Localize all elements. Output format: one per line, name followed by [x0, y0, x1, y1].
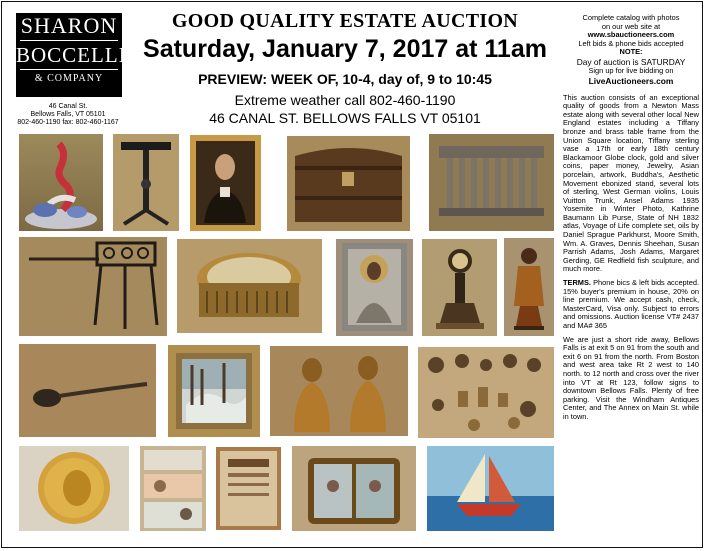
winter-painting-photo: [168, 345, 260, 437]
sterling-spoon-photo: [19, 344, 156, 437]
portrait-image: [190, 135, 261, 231]
trunk-photo: [287, 136, 410, 231]
portrait-painting-photo: [190, 135, 261, 231]
note-line-1: Day of auction is SATURDAY: [576, 56, 686, 67]
weather-phone: Extreme weather call 802-460-1190: [234, 92, 456, 108]
candle-mold-photo: [429, 134, 554, 231]
winter-painting-image: [168, 345, 260, 437]
logo-line-1: SHARON: [20, 13, 118, 38]
terms-label: TERMS.: [563, 278, 591, 288]
address-line-2: Bellows Falls, VT 05101: [30, 111, 106, 118]
note-label: NOTE:: [619, 47, 643, 57]
address-line-1: 46 Canal St.: [48, 103, 88, 110]
bids-note: Left bids & phone bids accepted: [578, 38, 684, 48]
catalog-line-2: on our web site at: [601, 21, 661, 31]
sailboat-image: [427, 446, 554, 531]
trunk-image: [287, 136, 410, 231]
stand-image: [113, 134, 179, 231]
spoon-image: [19, 344, 156, 437]
note-line-2: Sign up for live bidding on: [588, 65, 674, 75]
logo-divider: [20, 40, 118, 41]
paper-money-image: [140, 446, 206, 531]
gold-coin-photo: [19, 446, 129, 531]
terms-text: Phone bics & left bids accepted. 15% buyer's premium in house, 20% on line premium. We accept cash, check, MasterCard, Visa only. Subject to errors and omissions. Auction license VT# 2437 and MA# 365: [563, 278, 699, 330]
terms-paragraph: [563, 279, 699, 331]
auction-title: GOOD QUALITY ESTATE AUCTION: [171, 10, 519, 32]
logo-line-2: BOCCELLI: [16, 43, 127, 67]
address-line-3: 802-460-1190 fax: 802-460-1167: [17, 119, 119, 126]
aesthetic-stand-photo: [113, 134, 179, 231]
live-site-link[interactable]: LiveAuctioneers.com: [588, 75, 674, 86]
iron-trivet-photo: [19, 237, 167, 336]
auction-description: This auction consists of an exceptional quality of goods from a Newton Mass estate along with several other local New England estates including a Tiffany bronze and brass table frame from the Union Square location, Tiffany sterling vase a 17th or early 18th century Blackamoor Globe clock, gold and silver coins, paper money, Jewelry, Asian porcelain, artwork, Buddha's, Aesthetic Movement ebonized stand, several lots of sterling, West German violins, Louis Vuitton Trunk, Ansel Adams 1935 Yosemite in Winter Photo, Kathrine Baumann Lib Purse, State of NH 1832 atlas, Voyage of Life complete set, oils by Daniel Sprague Parkhurst, Moore Smith, Wm. A. Graves, Dennis Sheehan, Susan Parrish Adams, Josh Adams, Margaret Gerding, GE Redfield fish sculpture, and much more.: [563, 92, 699, 274]
jewelry-image: [418, 347, 554, 438]
globe-clock-image: [422, 239, 497, 336]
icon-image: [336, 239, 413, 336]
atlas-image: [216, 447, 281, 530]
atlas-book-photo: [216, 447, 281, 530]
preview-times: PREVIEW: WEEK OF, 10-4, day of, 9 to 10:45: [198, 71, 492, 87]
info-column: [563, 14, 699, 427]
globe-clock-photo: [422, 239, 497, 336]
tiffany-frame-image: [177, 239, 322, 333]
icon-painting-photo: [336, 239, 413, 336]
coral-sculpture-photo: [19, 134, 103, 231]
logo-divider: [20, 69, 118, 70]
blackamoor-image: [504, 238, 554, 336]
paper-money-photo: [140, 446, 206, 531]
tiffany-frame-photo: [177, 239, 322, 333]
gold-coin-image: [19, 446, 129, 531]
double-frame-photo: [292, 446, 416, 531]
sailboat-painting-photo: [427, 446, 554, 531]
company-address: [12, 103, 124, 127]
trivet-image: [19, 237, 167, 336]
website-link[interactable]: www.sbauctioneers.com: [587, 30, 675, 40]
logo-line-3: & COMPANY: [34, 73, 104, 84]
company-logo: [16, 13, 127, 97]
auction-location: 46 CANAL ST. BELLOWS FALLS VT 05101: [209, 110, 481, 126]
blackamoor-figure-photo: [504, 238, 554, 336]
jewelry-lot-photo: [418, 347, 554, 438]
candle-mold-image: [429, 134, 554, 231]
buddha-image: [270, 346, 408, 436]
buddha-figures-photo: [270, 346, 408, 436]
auction-date: Saturday, January 7, 2017 at 11am: [143, 35, 547, 63]
coral-sculpture-image: [19, 134, 103, 231]
catalog-line-1: Complete catalog with photos: [582, 13, 680, 22]
directions-paragraph: We are just a short ride away, Bellows Falls is at exit 5 on 91 from the south and exit 6 on 91 from the north. From Boston and west area take Rt 2 west to 140 north. to 12 north and cross over the river into VT at Rt 123, follow signs to downtown Bellows Falls. Plenty of free parking. Visit the Windham Antiques Center, and The Annex on Main St. while in town.: [563, 334, 699, 421]
double-frame-image: [292, 446, 416, 531]
